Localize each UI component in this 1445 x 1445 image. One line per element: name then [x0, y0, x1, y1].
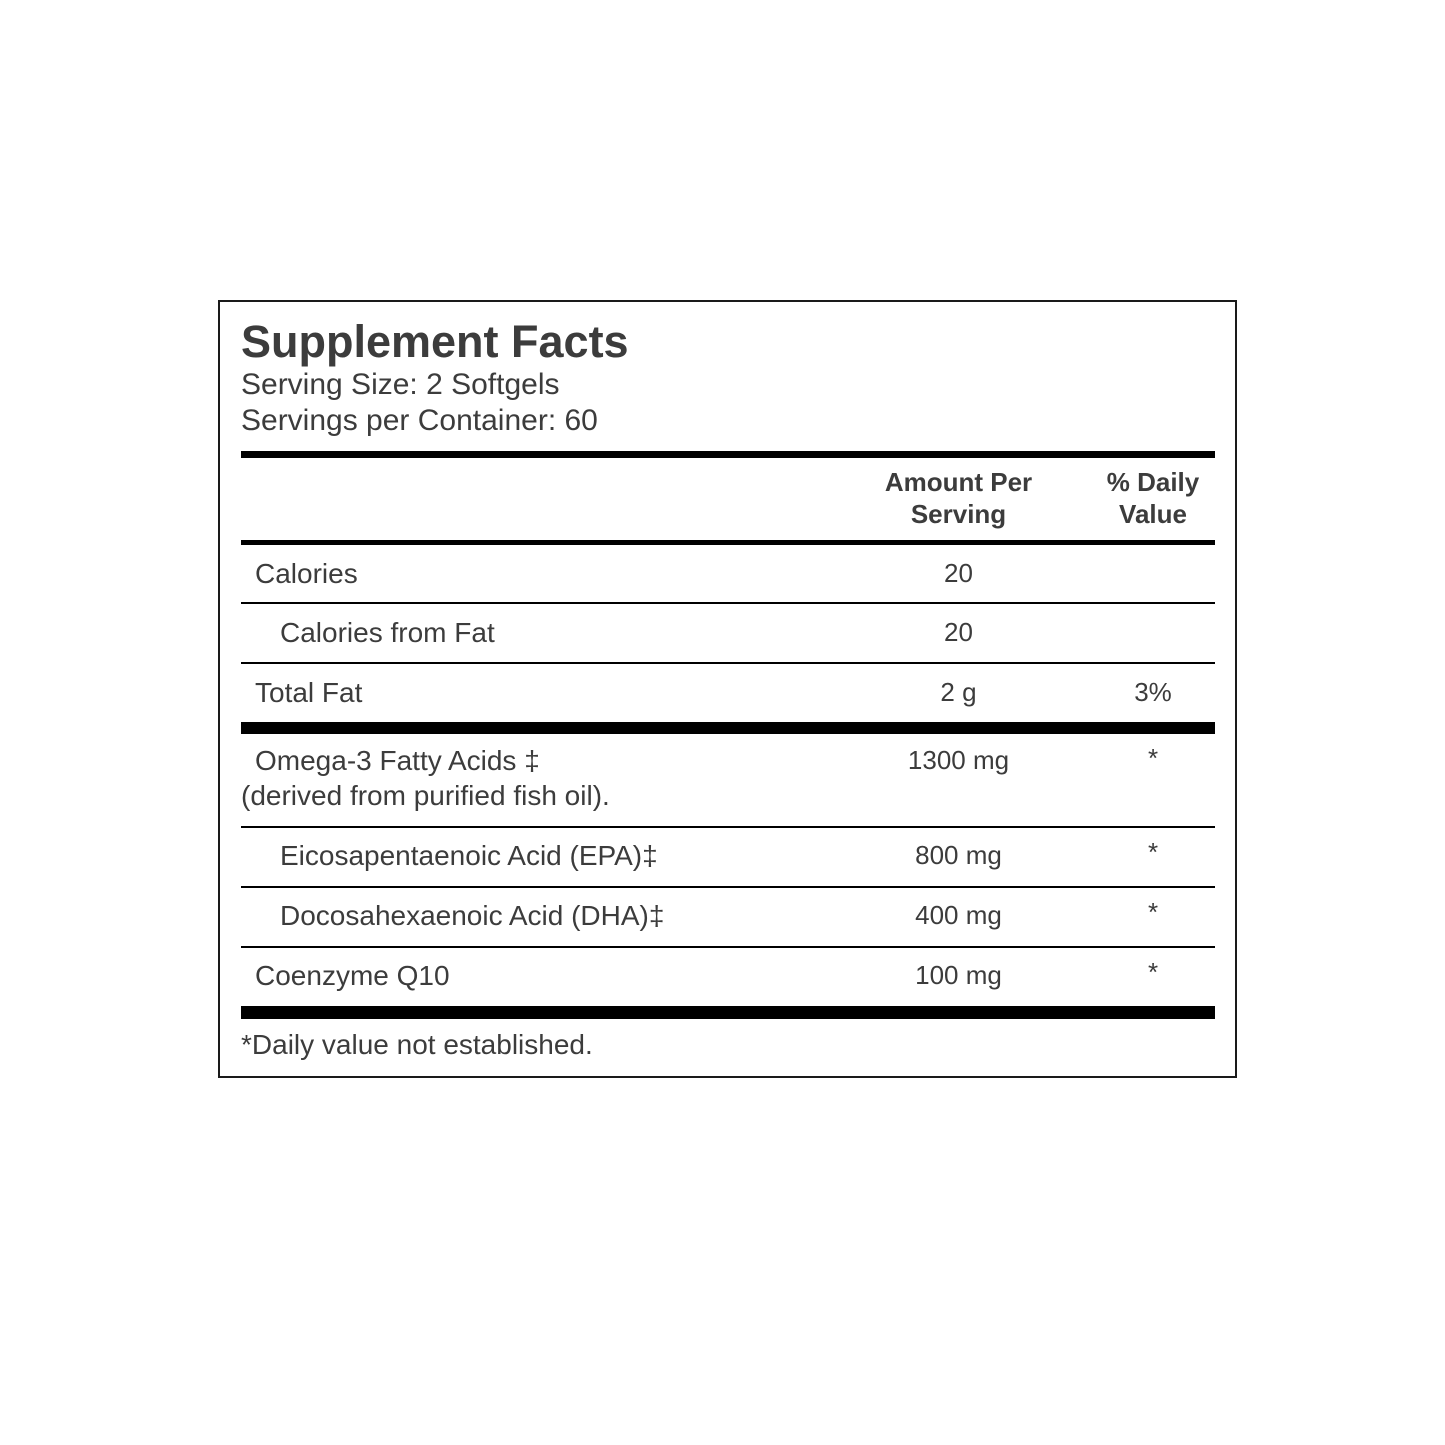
dv-header-line-1: % Daily [1106, 467, 1200, 497]
nutrient-amount: 20 [944, 558, 973, 588]
supplement-facts-panel [218, 300, 1237, 1078]
nutrient-daily-value: * [1147, 837, 1159, 867]
daily-value-header [1073, 466, 1233, 530]
nutrient-name: Calories [255, 558, 358, 589]
nutrient-daily-value: * [1147, 957, 1159, 987]
nutrient-row-total-fat [241, 664, 1215, 722]
nutrient-row-epa [241, 828, 1215, 886]
nutrient-amount: 400 mg [915, 900, 1002, 930]
dv-header-line-2: Value [1119, 499, 1187, 529]
nutrient-row-dha [241, 888, 1215, 946]
servings-per-container: Servings per Container: 60 [241, 404, 598, 437]
nutrient-name: Calories from Fat [280, 617, 495, 648]
nutrient-daily-value: * [1147, 743, 1159, 773]
thick-divider-bottom [241, 1006, 1215, 1019]
nutrient-row-calories [241, 545, 1215, 604]
label-title: Supplement Facts [241, 316, 629, 367]
supplement-facts-content [241, 302, 1215, 1076]
nutrient-name: Eicosapentaenoic Acid (EPA)‡ [280, 840, 658, 871]
amount-header-line-1: Amount Per [884, 467, 1033, 497]
nutrient-row-omega-3 [241, 734, 1215, 827]
amount-per-serving-header [861, 466, 1056, 530]
amount-header-line-2: Serving [910, 499, 1007, 529]
nutrient-row-coenzyme-q10 [241, 948, 1215, 1006]
nutrient-name: Docosahexaenoic Acid (DHA)‡ [280, 900, 665, 931]
nutrient-amount: 2 g [940, 677, 977, 707]
thick-divider-top [241, 451, 1215, 458]
nutrient-daily-value: * [1147, 897, 1159, 927]
nutrient-amount: 20 [944, 617, 973, 647]
nutrient-name: Total Fat [255, 677, 363, 708]
nutrient-daily-value: 3% [1134, 677, 1172, 707]
nutrient-amount: 800 mg [915, 840, 1002, 870]
serving-size: Serving Size: 2 Softgels [241, 368, 560, 401]
nutrient-amount: 100 mg [915, 960, 1002, 990]
nutrient-amount: 1300 mg [907, 745, 1010, 775]
nutrient-row-calories-from-fat [241, 604, 1215, 662]
nutrient-source-note: (derived from purified fish oil). [241, 780, 610, 811]
nutrient-name: Omega-3 Fatty Acids ‡ [255, 745, 540, 776]
thick-divider-middle [241, 722, 1215, 734]
daily-value-footnote: *Daily value not established. [241, 1029, 593, 1060]
nutrient-name: Coenzyme Q10 [255, 960, 450, 991]
